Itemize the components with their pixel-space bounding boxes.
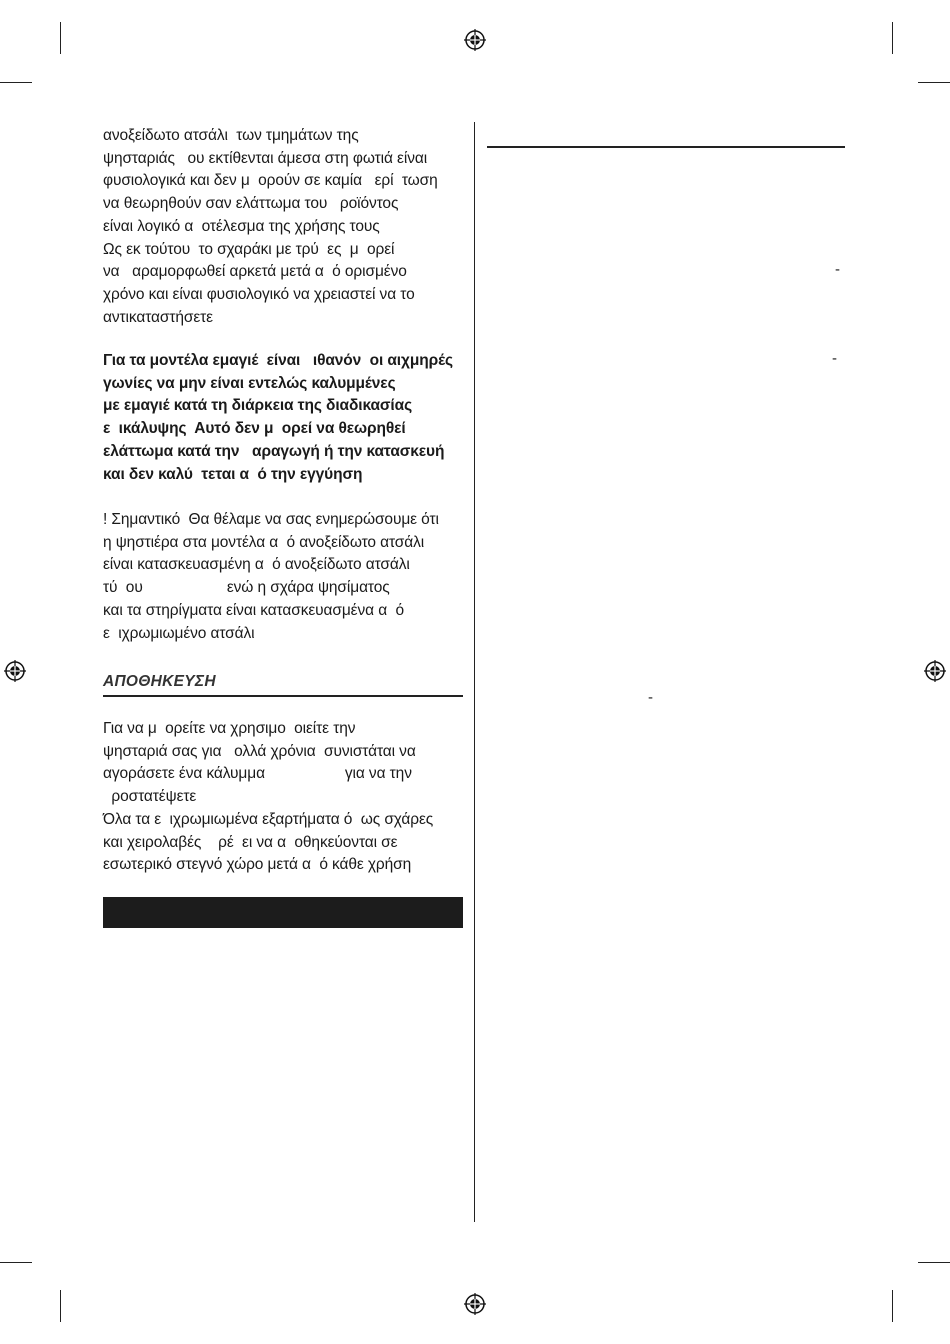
crop-mark-right-bottom bbox=[918, 1262, 950, 1263]
text-line: γωνίες να μην είναι εντελώς καλυμμένες bbox=[103, 374, 396, 392]
crop-mark-bottom-right bbox=[892, 1290, 893, 1322]
section-title-storage: ΑΠΟΘΗΚΕΥΣΗ bbox=[103, 673, 216, 690]
text-line: αντικαταστήσετε bbox=[103, 308, 213, 326]
text-line: Για να μ ορείτε να χρησιμο οιείτε την bbox=[103, 720, 356, 737]
crop-mark-left-top bbox=[0, 82, 32, 83]
text-line: είναι λογικό α οτέλεσμα της χρήσης τους bbox=[103, 217, 380, 235]
text-line: χρόνο και είναι φυσιολογικό να χρειαστεί να το bbox=[103, 285, 415, 303]
text-line: και τα στηρίγματα είναι κατασκευασμένα α ό bbox=[103, 601, 405, 619]
text-line: Όλα τα ε ιχρωμιωμένα εξαρτήματα ό ως σχάρες bbox=[103, 810, 434, 828]
text-line: αγοράσετε ένα κάλυμμα για να την bbox=[103, 765, 412, 783]
text-line: εσωτερικό στεγνό χώρο μετά α ό κάθε χρήση bbox=[103, 856, 412, 874]
registration-mark-icon bbox=[464, 29, 486, 51]
paragraph-grill-stainless bbox=[103, 125, 465, 329]
text-line: είναι κατασκευασμένη α ό ανοξείδωτο ατσάλι bbox=[103, 556, 410, 574]
text-line: Ως εκ τούτου το σχαράκι με τρύ ες μ ορεί bbox=[103, 240, 395, 258]
text-line: να θεωρηθούν σαν ελάττωμα του ροϊόντος bbox=[103, 195, 399, 213]
paragraph-important-note bbox=[103, 509, 465, 645]
crop-mark-top-left bbox=[60, 22, 61, 54]
text-line: ανοξείδωτο ατσάλι των τμημάτων της bbox=[103, 127, 359, 144]
registration-mark-icon bbox=[4, 660, 26, 682]
paragraph-enamel-note bbox=[103, 350, 465, 486]
text-line: η ψηστιέρα στα μοντέλα α ό ανοξείδωτο ατσάλι bbox=[103, 533, 425, 551]
text-line: ροστατέψετε bbox=[103, 788, 197, 806]
section-rule bbox=[487, 146, 845, 148]
crop-mark-right-top bbox=[918, 82, 950, 83]
text-line: με εμαγιέ κατά τη διάρκεια της διαδικασίας bbox=[103, 397, 413, 415]
column-divider bbox=[474, 122, 475, 1222]
registration-mark-icon bbox=[924, 660, 946, 682]
text-line: και δεν καλύ τεται α ό την εγγύηση bbox=[103, 465, 363, 483]
paragraph-storage bbox=[103, 718, 465, 877]
text-line: φυσιολογικά και δεν μ ορούν σε καμία ερί τωση bbox=[103, 172, 438, 190]
text-line: ελάττωμα κατά την αραγωγή ή την κατασκευή bbox=[103, 442, 445, 460]
text-line: και χειρολαβές ρέ ει να α οθηκεύονται σε bbox=[103, 833, 398, 851]
crop-mark-top-right bbox=[892, 22, 893, 54]
hyphen-mark: - bbox=[832, 350, 837, 367]
crop-mark-bottom-left bbox=[60, 1290, 61, 1322]
text-line: ψησταριά σας για ολλά χρόνια συνιστάται να bbox=[103, 742, 416, 760]
registration-mark-icon bbox=[464, 1293, 486, 1315]
section-header-bar bbox=[103, 897, 463, 928]
section-rule bbox=[103, 695, 463, 697]
crop-mark-left-bottom bbox=[0, 1262, 32, 1263]
text-line: τύ ου ενώ η σχάρα ψησίματος bbox=[103, 579, 390, 597]
hyphen-mark: - bbox=[648, 689, 653, 706]
hyphen-mark: - bbox=[835, 261, 840, 278]
text-line: ! Σημαντικό Θα θέλαμε να σας ενημερώσουμε ότι bbox=[103, 511, 439, 528]
text-line: Για τα μοντέλα εμαγιέ είναι ιθανόν οι αιχμηρές bbox=[103, 352, 453, 369]
text-line: ψησταριάς ου εκτίθενται άμεσα στη φωτιά είναι bbox=[103, 149, 428, 167]
text-line: ε ικάλυψης Αυτό δεν μ ορεί να θεωρηθεί bbox=[103, 420, 406, 438]
text-line: να αραμορφωθεί αρκετά μετά α ό ορισμένο bbox=[103, 263, 407, 281]
text-line: ε ιχρωμιωμένο ατσάλι bbox=[103, 624, 255, 642]
